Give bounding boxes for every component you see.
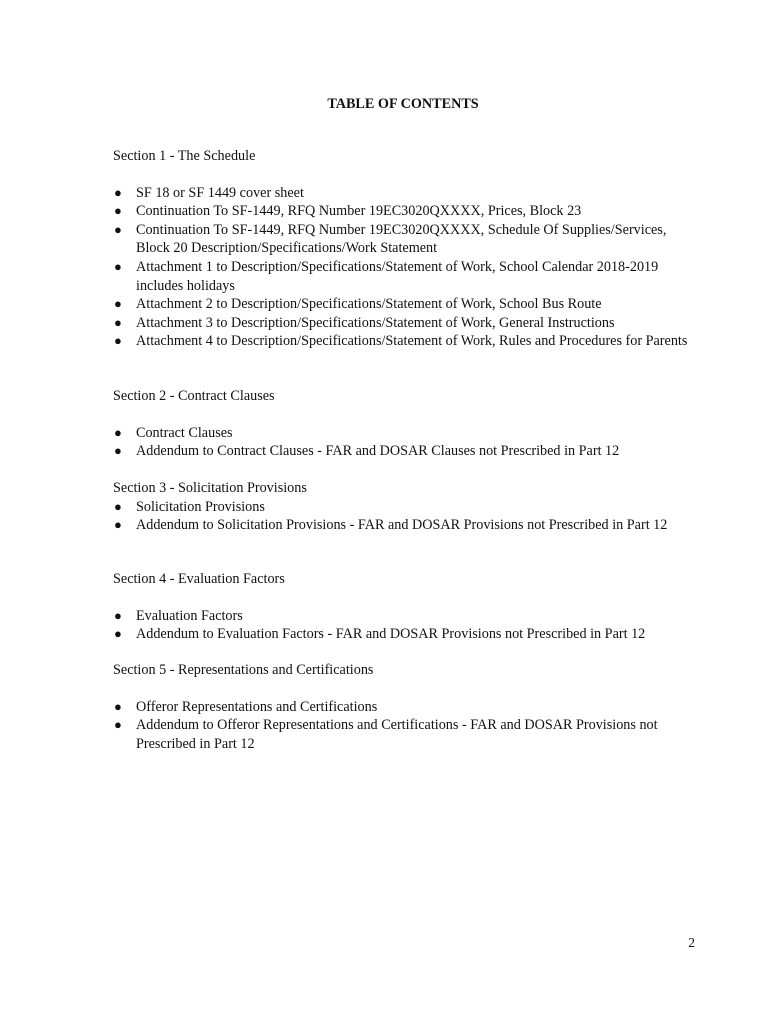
section-heading: Section 3 - Solicitation Provisions [113,480,307,496]
section-heading: Section 5 - Representations and Certifications [113,662,374,678]
list-item-text: Continuation To SF-1449, RFQ Number 19EC3020QXXXX, Schedule Of Supplies/Services, Block 20 Description/Specifications/Work Statement [136,221,667,257]
list-item [113,221,703,258]
list-item [113,258,703,295]
list-item [113,202,703,221]
list-item [113,607,703,626]
section-4 [113,570,703,644]
section-3-list [113,498,703,535]
page-title: TABLE OF CONTENTS [327,96,479,112]
list-item [113,498,703,517]
list-item-text: Attachment 4 to Description/Specifications/Statement of Work, Rules and Procedures for Parents [136,333,688,350]
bullet-icon: ● [114,424,122,440]
bullet-icon: ● [114,607,122,623]
list-item-text: Evaluation Factors [136,607,243,624]
list-item-text: Addendum to Solicitation Provisions - FAR and DOSAR Provisions not Prescribed in Part 12 [136,517,668,534]
list-item-text: Addendum to Offeror Representations and Certifications - FAR and DOSAR Provisions not Prescribed in Part 12 [136,717,658,752]
bullet-icon: ● [114,258,122,274]
bullet-icon: ● [114,203,122,219]
bullet-icon: ● [114,626,122,642]
section-5 [113,661,703,753]
section-1 [113,147,703,351]
bullet-icon: ● [114,333,122,349]
bullet-icon: ● [114,296,122,312]
section-heading: Section 2 - Contract Clauses [113,388,275,404]
bullet-icon: ● [114,498,122,514]
list-item [113,295,703,314]
list-item [113,424,703,443]
bullet-icon: ● [114,698,122,714]
list-item-text: Attachment 3 to Description/Specifications/Statement of Work, General Instructions [136,314,615,331]
list-item [113,184,703,203]
list-item-text: Attachment 2 to Description/Specifications/Statement of Work, School Bus Route [136,296,602,313]
list-item [113,314,703,333]
section-4-list [113,607,703,644]
list-item [113,716,703,753]
list-item [113,332,703,351]
list-item-text: Contract Clauses [136,424,233,441]
section-2 [113,387,703,461]
bullet-icon: ● [114,314,122,330]
section-heading: Section 4 - Evaluation Factors [113,571,285,587]
bullet-icon: ● [114,221,122,237]
list-item [113,625,703,644]
bullet-icon: ● [114,517,122,533]
list-item-text: Solicitation Provisions [136,498,265,515]
section-1-list [113,184,703,351]
section-heading: Section 1 - The Schedule [113,148,256,164]
list-item [113,442,703,461]
list-item-text: Continuation To SF-1449, RFQ Number 19EC3020QXXXX, Prices, Block 23 [136,203,582,220]
list-item-text: SF 18 or SF 1449 cover sheet [136,184,304,201]
section-5-list [113,698,703,754]
page-number: 2 [688,935,695,950]
section-3 [113,479,703,535]
bullet-icon: ● [114,184,122,200]
bullet-icon: ● [114,717,122,733]
list-item [113,516,703,535]
list-item-text: Addendum to Evaluation Factors - FAR and DOSAR Provisions not Prescribed in Part 12 [136,626,646,643]
list-item [113,698,703,717]
list-item-text: Offeror Representations and Certifications [136,698,378,715]
bullet-icon: ● [114,443,122,459]
section-2-list [113,424,703,461]
list-item-text: Addendum to Contract Clauses - FAR and DOSAR Clauses not Prescribed in Part 12 [136,443,620,460]
list-item-text: Attachment 1 to Description/Specifications/Statement of Work, School Calendar 2018-2019 includes holidays [136,258,659,294]
